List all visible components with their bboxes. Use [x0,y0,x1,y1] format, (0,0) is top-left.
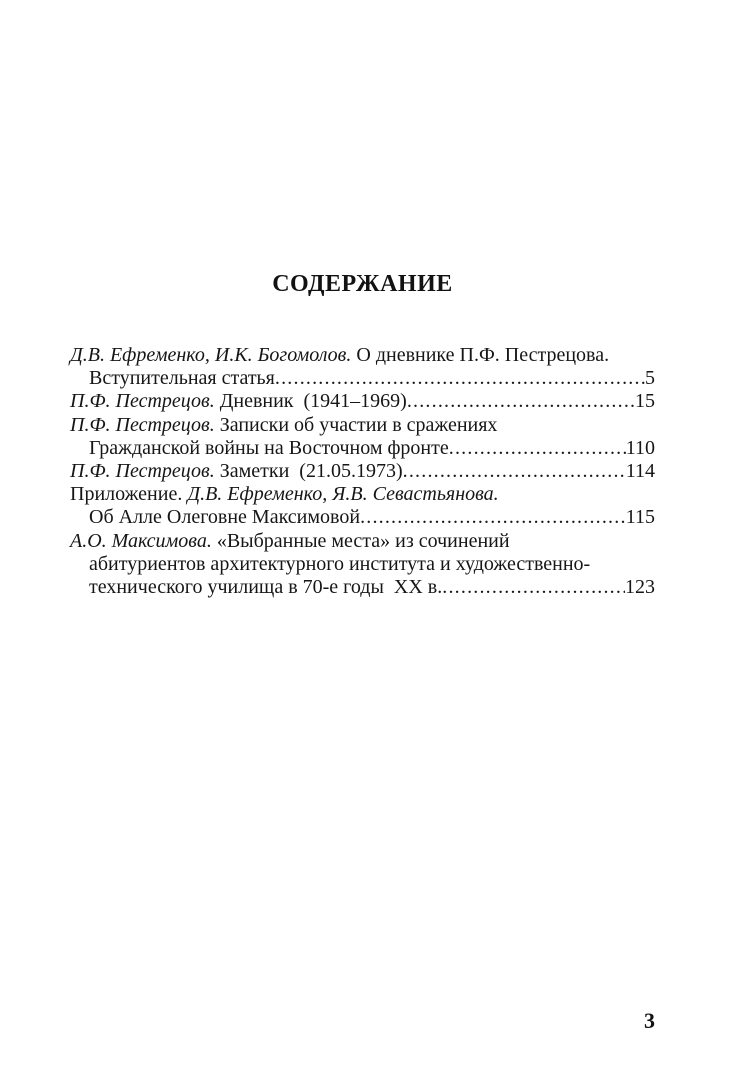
dot-leader [442,576,625,599]
toc-title: СОДЕРЖАНИЕ [272,271,453,297]
toc-entry-title: Записки об участии в сражениях [214,413,498,436]
dot-leader [403,460,626,483]
toc-section-label: Приложение. [70,483,183,506]
toc-line [70,390,655,413]
toc-line [70,437,655,460]
toc-author: Д.В. Ефременко, И.К. Богомолов. [70,344,352,366]
toc-entry-title: Заметки (21.05.1973) [214,460,403,483]
toc-entry [70,483,655,529]
toc-line [70,367,655,390]
toc-author: П.Ф. Пестрецов. [70,460,215,483]
toc-entry-title: Вступительная статья [89,367,275,390]
toc-line [70,344,655,367]
toc-line [70,460,655,483]
toc-entry-title: абитуриентов архитектурного института и художественно- [89,552,591,575]
toc-entry-title: Об Алле Олеговне Максимовой [89,506,361,529]
toc-page-number: 110 [625,436,655,459]
dot-leader [360,506,626,529]
toc-entry [70,390,655,413]
toc-line [70,506,655,529]
toc-entry [70,414,655,460]
dot-leader [407,390,635,413]
toc-line [70,530,655,553]
dot-leader [275,367,645,390]
toc-author: П.Ф. Пестрецов. [70,413,215,436]
toc-entry-title: Гражданской войны на Восточном фронте [89,436,449,459]
toc-page-number: 115 [625,506,655,529]
toc-list [70,344,655,599]
toc-page-number: 114 [625,460,655,483]
toc-line [70,414,655,437]
toc-entry-title: технического училища в 70-е годы XX в. [89,576,443,599]
toc-page-number: 123 [625,576,655,599]
toc-entry [70,344,655,390]
toc-entry-title: О дневнике П.Ф. Пестрецова. [351,344,610,366]
toc-author: Д.В. Ефременко, Я.В. Севастьянова. [182,483,499,506]
toc-author: А.О. Максимова. [70,529,212,552]
toc-entry-title: Дневник (1941–1969) [214,390,407,413]
toc-entry [70,530,655,600]
toc-line [70,553,655,576]
toc-line [70,576,655,599]
toc-page-number: 15 [635,390,655,413]
toc-author: П.Ф. Пестрецов. [70,390,215,413]
toc-line [70,483,655,506]
toc-entry-title: «Выбранные места» из сочинений [211,529,510,552]
toc-page-number: 5 [645,367,655,390]
dot-leader [449,437,626,460]
page-number-folio: 3 [644,1008,655,1033]
toc-entry [70,460,655,483]
